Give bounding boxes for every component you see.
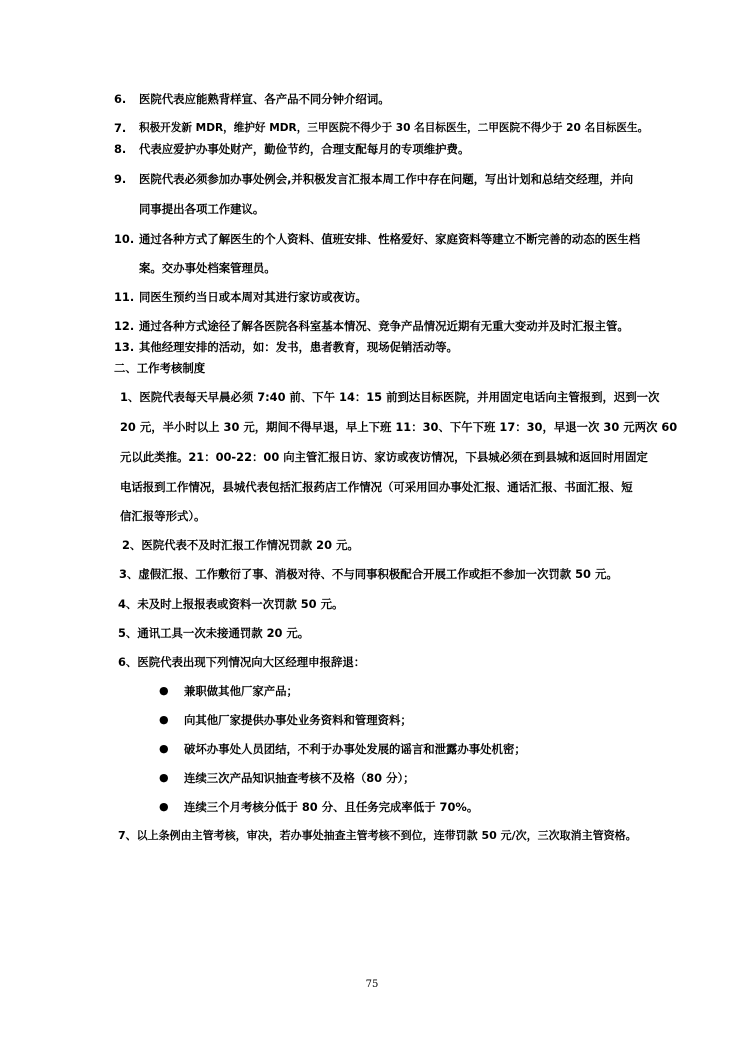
closing-rule: 7、以上条例由主管考核，审决，若办事处抽查主管考核不到位，连带罚款 50 元/次，三次取消主管资格。 [118,829,637,842]
item-number: 12. [114,319,135,333]
item-text: 医院代表必须参加办事处例会,并积极发言汇报本周工作中存在问题，写出计划和总结交经理，并向 [139,172,634,186]
paragraph-line: 1、医院代表每天早晨必须 7:40 前、下午 14：15 前到达目标医院，并用固定电话向主管报到，迟到一次 [120,390,660,404]
rule-item: 5、通讯工具一次未接通罚款 20 元。 [118,626,310,640]
rule-item: 6、医院代表出现下列情况向大区经理申报辞退： [118,655,366,669]
item-number: 9. [114,172,127,186]
bullet-text: 破坏办事处人员团结，不利于办事处发展的谣言和泄露办事处机密； [184,742,526,756]
item-number: 8. [114,142,127,156]
bullet-text: 兼职做其他厂家产品； [184,684,298,698]
paragraph-line: 电话报到工作情况，县城代表包括汇报药店工作情况（可采用回办事处汇报、通话汇报、书面汇报、短 [120,480,633,494]
item-number: 6. [114,92,127,106]
item-text: 其他经理安排的活动，如：发书，患者教育，现场促销活动等。 [139,340,458,354]
item-text: 代表应爱护办事处财产，勤俭节约，合理支配每月的专项维护费。 [139,142,470,156]
rule-item: 2、医院代表不及时汇报工作情况罚款 20 元。 [122,538,359,552]
item-number: 13. [114,340,135,354]
bullet-text: 向其他厂家提供办事处业务资料和管理资料； [184,713,412,727]
item-text: 通过各种方式途径了解各医院各科室基本情况、竞争产品情况近期有无重大变动并及时汇报主管。 [139,319,629,333]
bullet-text: 连续三个月考核分低于 80 分、且任务完成率低于 70%。 [184,800,479,814]
bullet-icon: ● [159,713,169,726]
item-text: 同事提出各项工作建议。 [139,202,265,216]
item-text: 案。交办事处档案管理员。 [139,261,276,275]
paragraph-line: 信汇报等形式）。 [120,509,206,523]
item-text: 医院代表应能熟背样宣、各产品不同分钟介绍词。 [139,92,390,106]
paragraph-line: 20 元，半小时以上 30 元，期间不得早退，早上下班 11：30、下午下班 17：30，早退一次 30 元两次 60 [120,420,678,434]
bullet-text: 连续三次产品知识抽查考核不及格（80 分）； [184,771,415,785]
item-text: 同医生预约当日或本周对其进行家访或夜访。 [139,290,367,304]
rule-item: 3、虚假汇报、工作敷衍了事、消极对待、不与同事积极配合开展工作或拒不参加一次罚款 50 元。 [119,567,618,581]
bullet-icon: ● [159,771,169,784]
section-title: 二、工作考核制度 [114,361,206,375]
item-number: 7. [114,121,127,135]
bullet-icon: ● [159,800,169,813]
item-text: 积极开发新 MDR，维护好 MDR，三甲医院不得少于 30 名目标医生，二甲医院不得少于 20 名目标医生。 [139,122,649,134]
item-number: 11. [114,290,135,304]
paragraph-line: 元以此类推。21：00-22：00 向主管汇报日访、家访或夜访情况，下县城必须在到县城和返回时用固定 [120,450,648,464]
item-number: 10. [114,232,135,246]
item-text: 通过各种方式了解医生的个人资料、值班安排、性格爱好、家庭资料等建立不断完善的动态的医生档 [139,232,641,246]
page-number: 75 [365,979,379,990]
bullet-icon: ● [159,684,169,697]
bullet-icon: ● [159,742,169,755]
rule-item: 4、未及时上报报表或资料一次罚款 50 元。 [118,597,344,611]
